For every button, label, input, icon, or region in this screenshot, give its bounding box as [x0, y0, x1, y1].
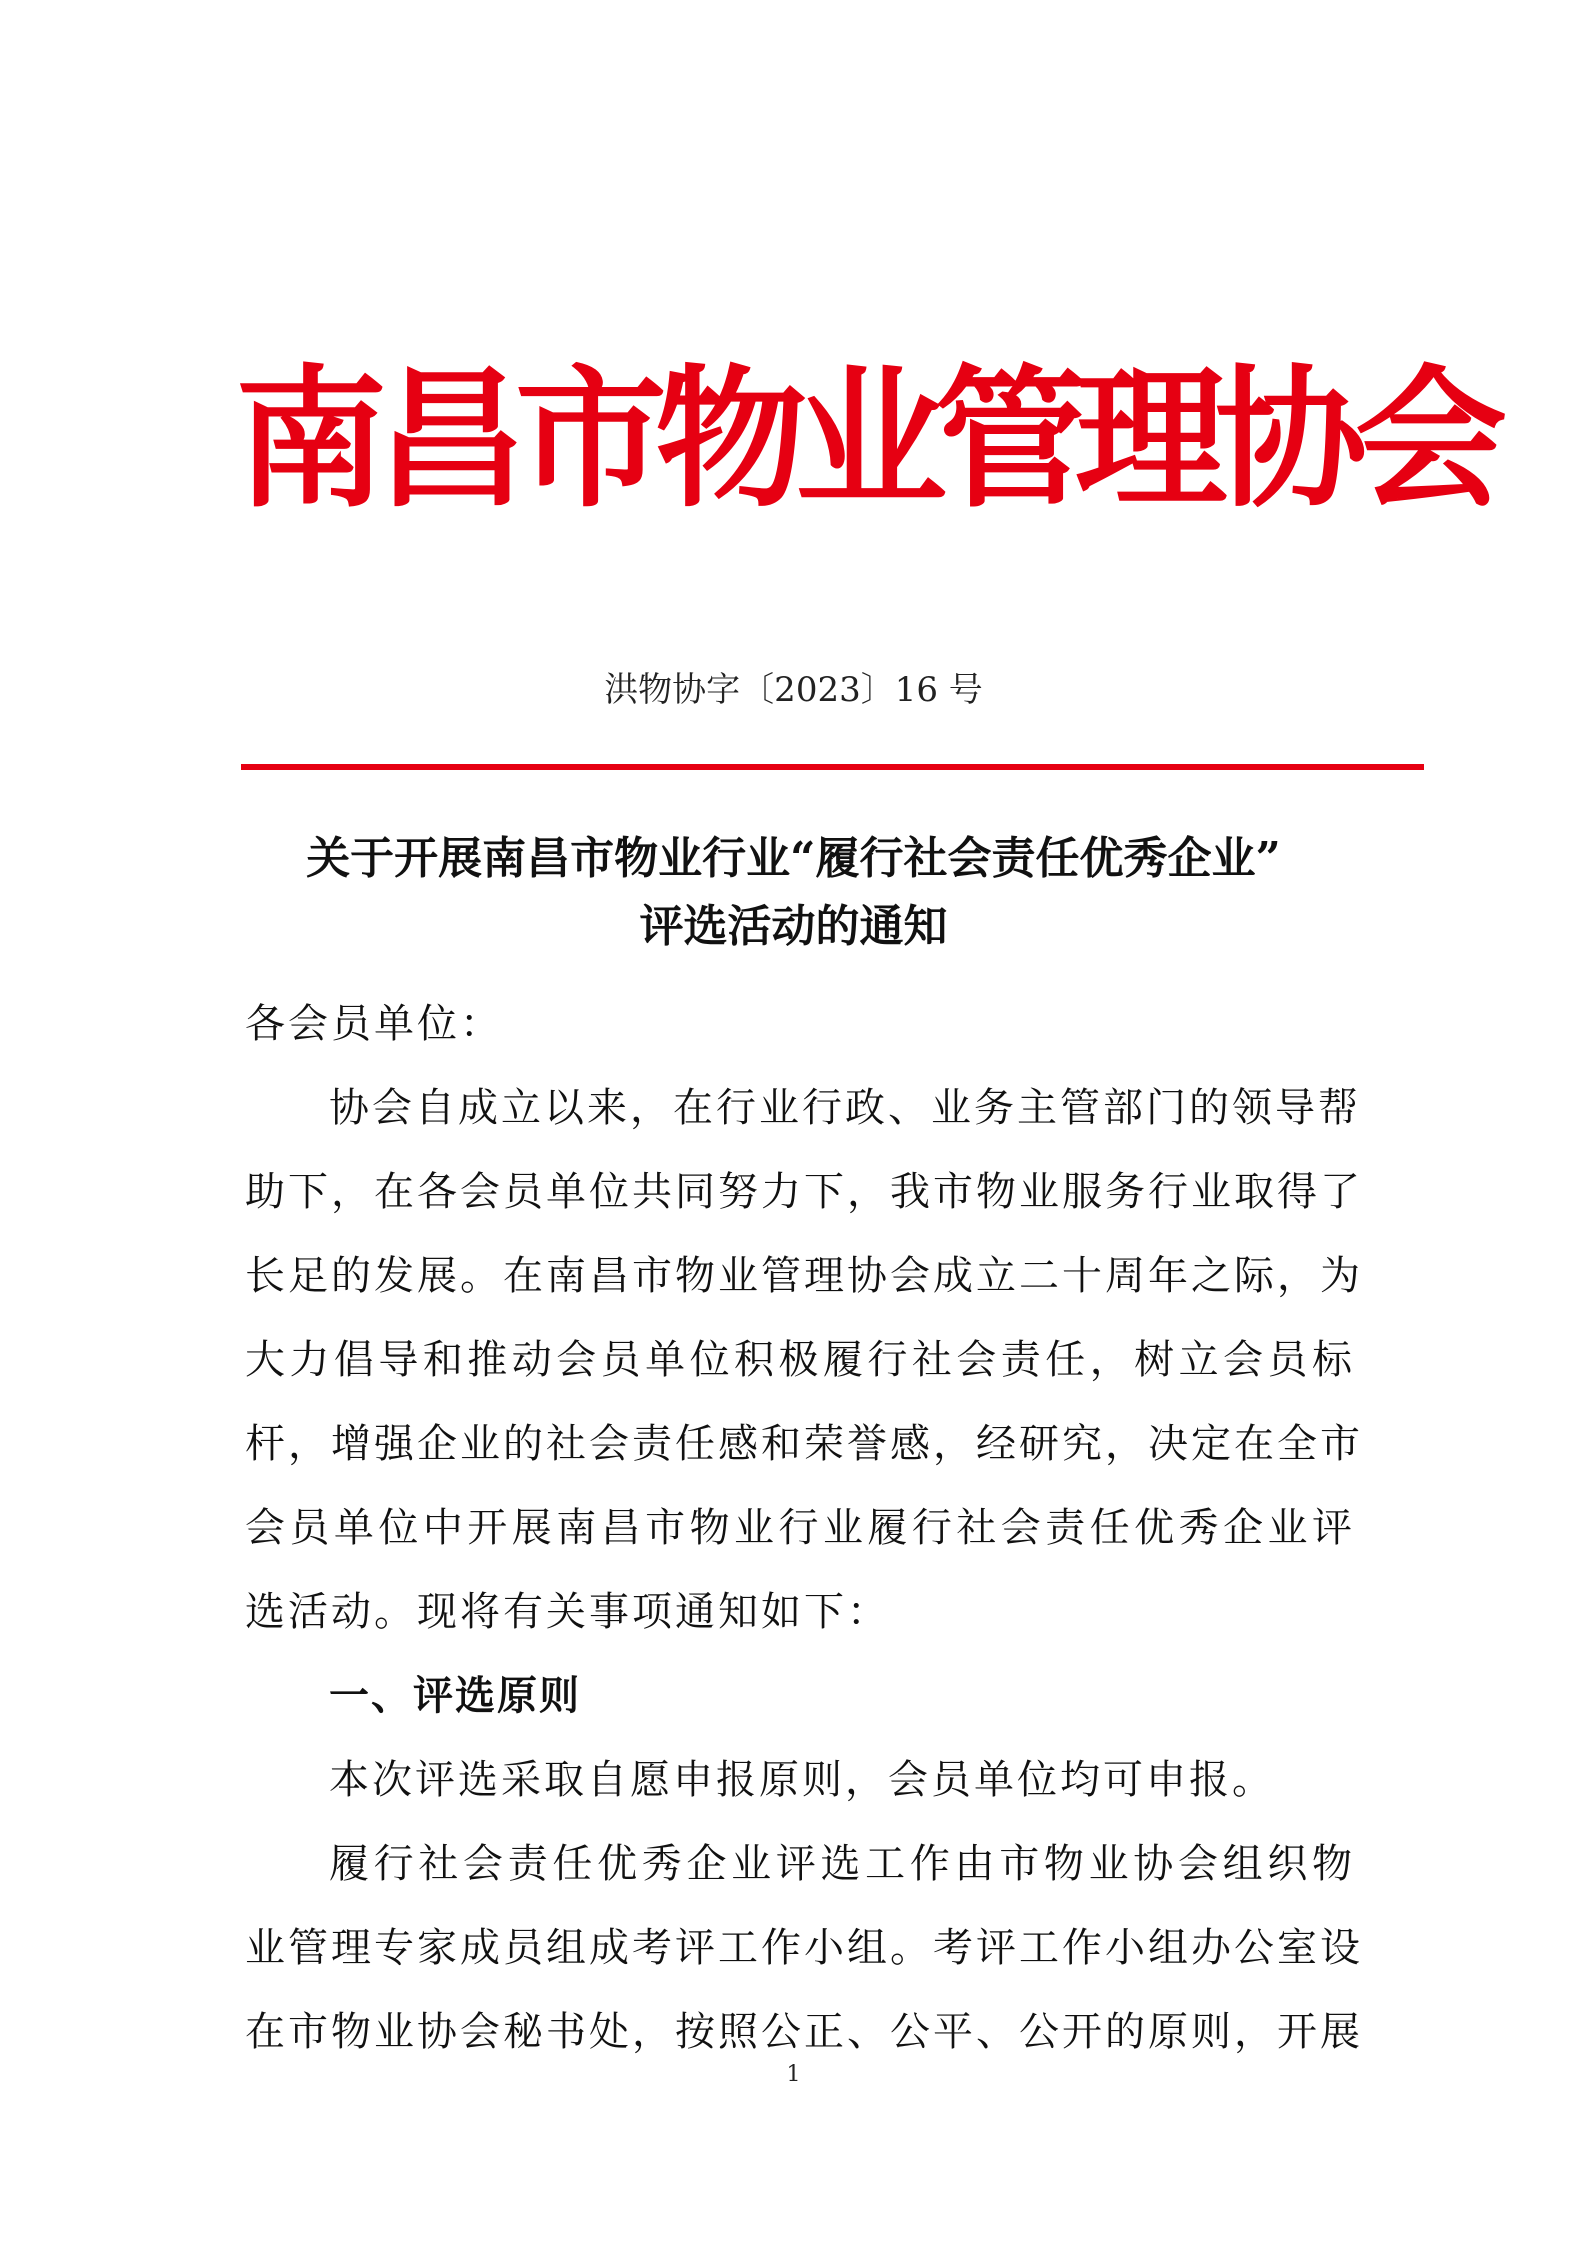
notice-title-line-1: 关于开展南昌市物业行业“履行社会责任优秀企业” — [306, 833, 1281, 884]
notice-title — [200, 825, 1387, 961]
body-line: 助下，在各会员单位共同努力下，我市物业服务行业取得了 — [245, 1169, 1363, 1215]
red-divider-line — [241, 764, 1424, 770]
organization-title: 南昌市物业管理协会 — [235, 351, 1495, 528]
body-line: 协会自成立以来，在行业行政、业务主管部门的领导帮 — [329, 1085, 1361, 1131]
section-heading: 一、评选原则 — [329, 1672, 581, 1719]
salutation: 各会员单位： — [245, 1001, 503, 1047]
notice-title-line-2: 评选活动的通知 — [639, 901, 948, 952]
body-line: 会员单位中开展南昌市物业行业履行社会责任优秀企业评 — [245, 1505, 1355, 1551]
notice-body — [245, 982, 1363, 2074]
body-line: 履行社会责任优秀企业评选工作由市物业协会组织物 — [329, 1841, 1355, 1887]
body-line: 长足的发展。在南昌市物业管理协会成立二十周年之际，为 — [245, 1253, 1363, 1299]
body-line: 选活动。现将有关事项通知如下： — [245, 1589, 890, 1635]
document-number: 洪物协字〔2023〕16 号 — [604, 670, 983, 710]
body-line: 本次评选采取自愿申报原则，会员单位均可申报。 — [329, 1757, 1275, 1803]
body-line: 大力倡导和推动会员单位积极履行社会责任，树立会员标 — [245, 1337, 1355, 1383]
body-line: 业管理专家成员组成考评工作小组。考评工作小组办公室设 — [245, 1925, 1363, 1971]
body-line: 杆，增强企业的社会责任感和荣誉感，经研究，决定在全市 — [245, 1421, 1363, 1467]
page-number: 1 — [786, 2062, 801, 2087]
body-line: 在市物业协会秘书处，按照公正、公平、公开的原则，开展 — [245, 2009, 1363, 2055]
